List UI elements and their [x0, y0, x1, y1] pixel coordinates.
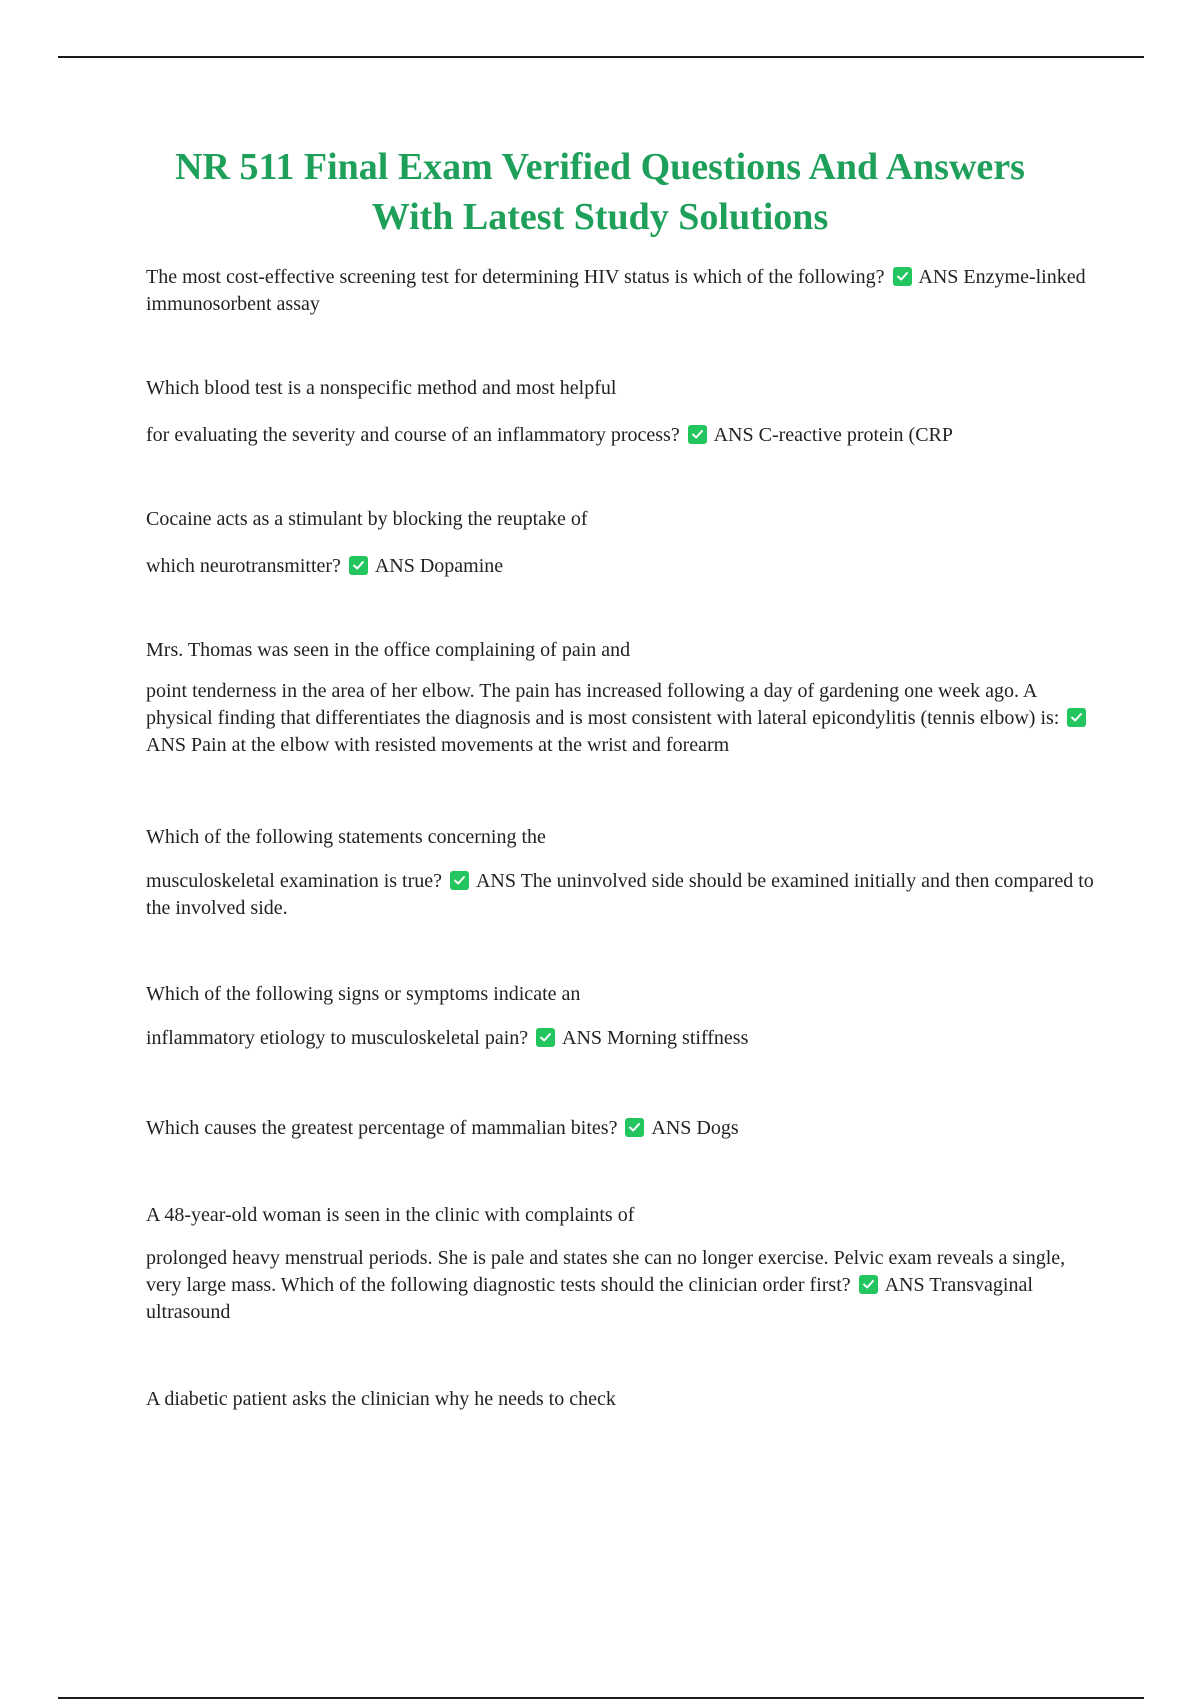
question-lead: A diabetic patient asks the clinician why he needs to check: [146, 1388, 616, 1410]
question-lead: Cocaine acts as a stimulant by blocking the reuptake of: [146, 508, 588, 530]
question-lead: Mrs. Thomas was seen in the office complaining of pain and: [146, 639, 631, 661]
title-line-2: With Latest Study Solutions: [371, 196, 829, 238]
question-lead: Which blood test is a nonspecific method and most helpful: [146, 377, 617, 399]
qa-item-9: [146, 1386, 1096, 1413]
question-text: for evaluating the severity and course of an inflammatory process? ANS C-reactive protein (CRP: [146, 424, 954, 446]
qa-item-5: [146, 824, 1096, 922]
qa-item-6: [146, 981, 1096, 1052]
answer-text: ANS Dopamine: [374, 555, 504, 577]
answer-text: ANS Transvaginal ultrasound: [146, 1274, 1033, 1323]
bottom-rule: [58, 1697, 1144, 1699]
check-icon: [349, 556, 368, 575]
answer-text: ANS C-reactive protein (CRP: [713, 424, 954, 446]
answer-text: ANS The uninvolved side should be examined initially and then compared to the involved side.: [146, 870, 1094, 919]
question-text: The most cost-effective screening test for determining HIV status is which of the following? ANS Enzyme-linked immunosorbent assay: [146, 266, 1086, 315]
answer-text: ANS Morning stiffness: [562, 1027, 749, 1049]
question-text: musculoskeletal examination is true? ANS The uninvolved side should be examined initially and then compared to the involved side.: [146, 870, 1094, 919]
question-text: inflammatory etiology to musculoskeletal pain? ANS Morning stiffness: [146, 1027, 749, 1049]
question-lead: Which of the following signs or symptoms indicate an: [146, 983, 581, 1005]
answer-text: ANS Pain at the elbow with resisted movements at the wrist and forearm: [146, 734, 730, 756]
check-icon: [859, 1275, 878, 1294]
qa-item-2: [146, 375, 1096, 449]
check-icon: [688, 425, 707, 444]
answer-text: ANS Enzyme-linked immunosorbent assay: [146, 266, 1086, 315]
question-text: which neurotransmitter? ANS Dopamine: [146, 555, 504, 577]
check-icon: [450, 871, 469, 890]
qa-item-4: [146, 637, 1096, 759]
check-icon: [536, 1028, 555, 1047]
qa-item-1: [146, 264, 1096, 318]
top-rule: [58, 56, 1144, 58]
question-lead: Which of the following statements concerning the: [146, 826, 546, 848]
qa-item-7: [146, 1115, 1096, 1142]
check-icon: [1067, 708, 1086, 727]
title-line-1: NR 511 Final Exam Verified Questions And Answers: [175, 146, 1025, 188]
question-text: prolonged heavy menstrual periods. She is pale and states she can no longer exercise. Pelvic exam reveals a single, very large mass. Which of the following diagnostic tests should the clinician order first? ANS Transvaginal ultrasound: [146, 1247, 1066, 1323]
question-text: point tenderness in the area of her elbow. The pain has increased following a day of gardening one week ago. A physical finding that differentiates the diagnosis and is most consistent with lateral epicondylitis (tennis elbow) is: ANS Pain at the elbow with resisted movements at the wrist and forearm: [146, 678, 1096, 759]
check-icon: [625, 1118, 644, 1137]
qa-item-3: [146, 506, 1096, 580]
qa-item-8: [146, 1202, 1096, 1326]
answer-text: ANS Dogs: [651, 1117, 739, 1139]
question-text: Which causes the greatest percentage of mammalian bites? ANS Dogs: [146, 1117, 739, 1139]
check-icon: [893, 267, 912, 286]
document-title: [100, 142, 1100, 242]
question-lead: A 48-year-old woman is seen in the clinic with complaints of: [146, 1204, 635, 1226]
